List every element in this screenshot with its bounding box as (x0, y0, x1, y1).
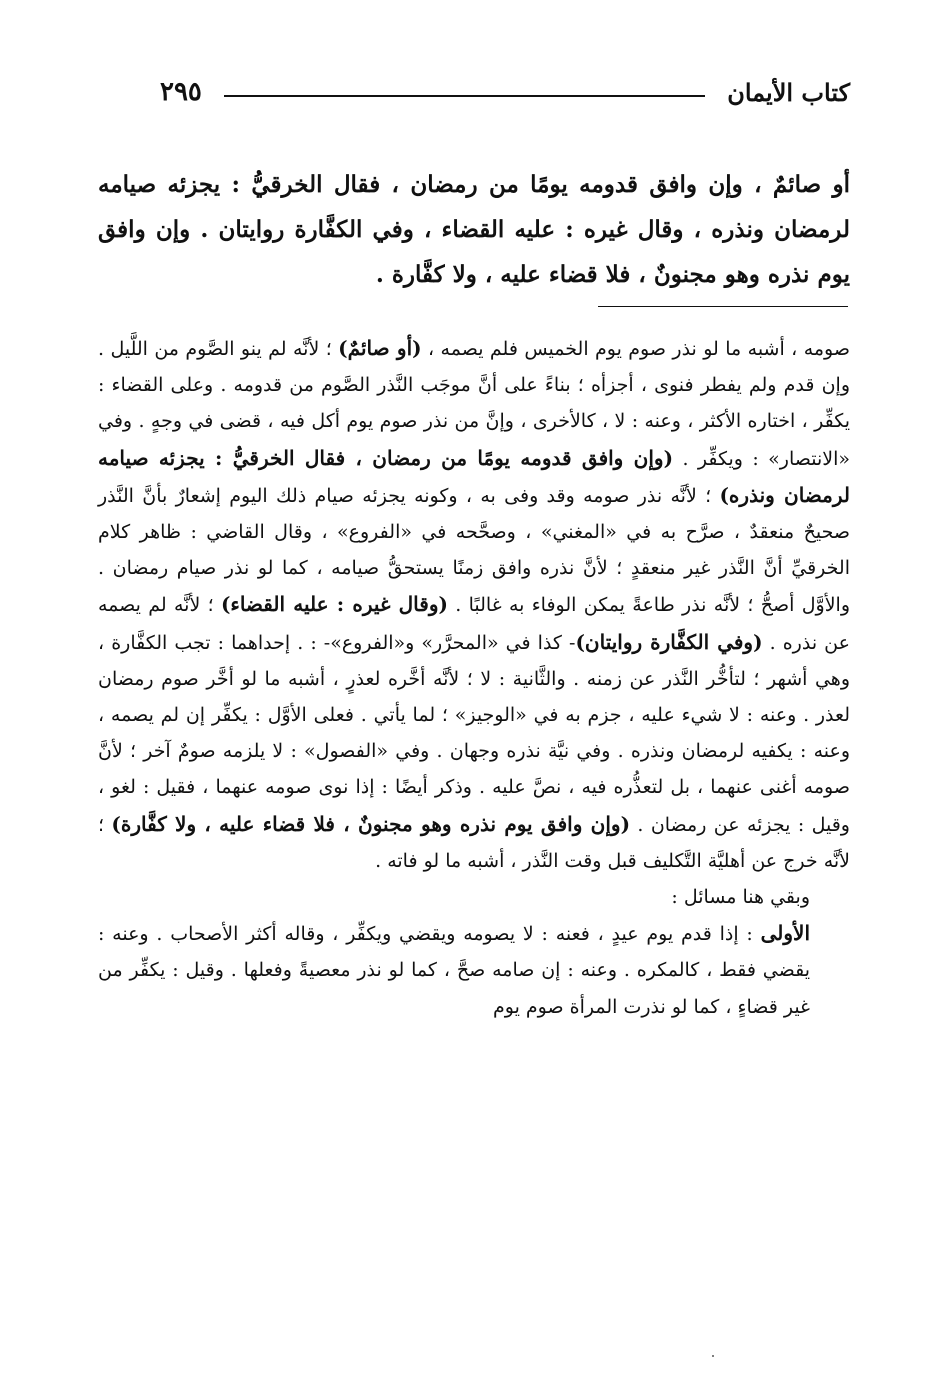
commentary-text: ؛ لأنَّه لم يصمه عن نذره . (98, 594, 850, 654)
commentary-paragraph: وبقي هنا مسائل : (671, 886, 810, 909)
page-number: ٢٩٥ (160, 77, 202, 107)
main-text (98, 162, 850, 297)
commentary-text: صومه ، أشبه ما لو نذر صوم يوم الخميس فلم يصمه ، (421, 338, 851, 360)
quoted-matn: (وفي الكفَّارة روايتان) (575, 629, 763, 654)
commentary-paragraph (98, 330, 850, 879)
main-text-paragraph: أو صائمٌ ، وإن وافق قدومه يومًا من رمضان ، فقال الخرقيُّ : يجزئه صيامه لرمضان ونذره ، وقال غيره : عليه القضاء ، وفي الكفَّارة روايتان . وإن وافق يوم نذره وهو مجنونٌ ، فلا قضاء عليه ، ولا كفَّارة . (98, 171, 850, 288)
quoted-matn: (وإن وافق قدومه يومًا من رمضان ، فقال الخرقيُّ : يجزئه صيامه لرمضان ونذره) (98, 445, 850, 507)
chapter-title: كتاب الأيمان (727, 77, 850, 107)
quoted-matn: (وإن وافق يوم نذره وهو مجنونٌ ، فلا قضاء عليه ، ولا كفَّارة) (111, 811, 631, 836)
quoted-matn: (أو صائمٌ) (338, 336, 422, 360)
footnote-divider (598, 306, 848, 307)
commentary-text: - كذا في «المحرَّر» و«الفروع»- : . إحداهما : تجب الكفَّارة ، وهي أشهر ؛ لتأخُّر النَّذر عن زمنه . والثَّانية : لا ؛ لأنَّه أخَّره لعذرٍ ، أشبه ما لو أخَّر صوم رمضان لعذر . وعنه : لا شيء عليه ، جزم به في «الوجيز» ؛ لما يأتي . فعلى الأوَّل : يكفِّر إن لم يصمه ، وعنه : يكفيه لرمضان ونذره . وفي نيَّة نذره وجهان . وفي «الفصول» : لا يلزمه صومٌ آخر ؛ لأنَّ صومه أغنى عنهما ، بل لتعذُّره فيه ، نصَّ عليه . وذكر أيضًا : إذا نوى صومه عنهما ، فقيل : لغو ، وقيل : يجزئه عن رمضان . (98, 631, 850, 836)
page-speck (712, 1355, 714, 1357)
commentary (98, 330, 850, 1025)
quoted-matn: (وقال غيره : عليه القضاء) (220, 592, 448, 617)
commentary-text: : إذا قدم يوم عيدٍ ، فعنه : لا يصومه ويقضي ويكفِّر ، وقاله أكثر الأصحاب . وعنه : يقضي فقط ، كالمكره . وعنه : إن صامه صحَّ ، كما لو نذر معصيةً وفعلها . وقيل : يكفِّر من غير قضاءٍ ، كما لو نذرت المرأة صوم يوم (98, 923, 810, 1018)
commentary-text: ؛ لأنَّه لم ينو الصَّوم من اللَّيل . وإن قدم ولم يفطر فنوى ، أجزأه ؛ بناءً على أنَّ موجَب النَّذر الصَّوم من قدومه . وعلى القضاء : يكفِّر ، اختاره الأكثر ، وعنه : لا ، كالأخرى ، وإنَّ من نذر صوم يوم أكل فيه ، قضى في وجهٍ . وفي «الانتصار» : ويكفِّر . (98, 338, 850, 470)
commentary-text: ؛ لأنَّه خرج عن أهليَّة التَّكليف قبل وقت النَّذر ، أشبه ما لو فاته . (98, 813, 850, 872)
header-rule (224, 95, 705, 97)
commentary-paragraph (98, 915, 850, 1025)
page-header (160, 70, 850, 114)
commentary-text: ؛ لأنَّه نذر صومه وقد وفى به ، وكونه يجزئه صيام ذلك اليوم إشعارٌ بأنَّ النَّذر صحيحٌ منعقدٌ ، صرَّح به في «المغني» ، وصحَّحه في «الفروع» ، وقال القاضي : ظاهر كلام الخرقيِّ أنَّ النَّذر غير منعقدٍ ؛ لأنَّ نذره وافق زمنًا يستحقُّ صيامه ، كما لو نذر صيام رمضان . والأوَّل أصحُّ ؛ لأنَّه نذر طاعةً يمكن الوفاء به غالبًا . (98, 484, 850, 617)
issue-label: الأولى (760, 921, 810, 946)
